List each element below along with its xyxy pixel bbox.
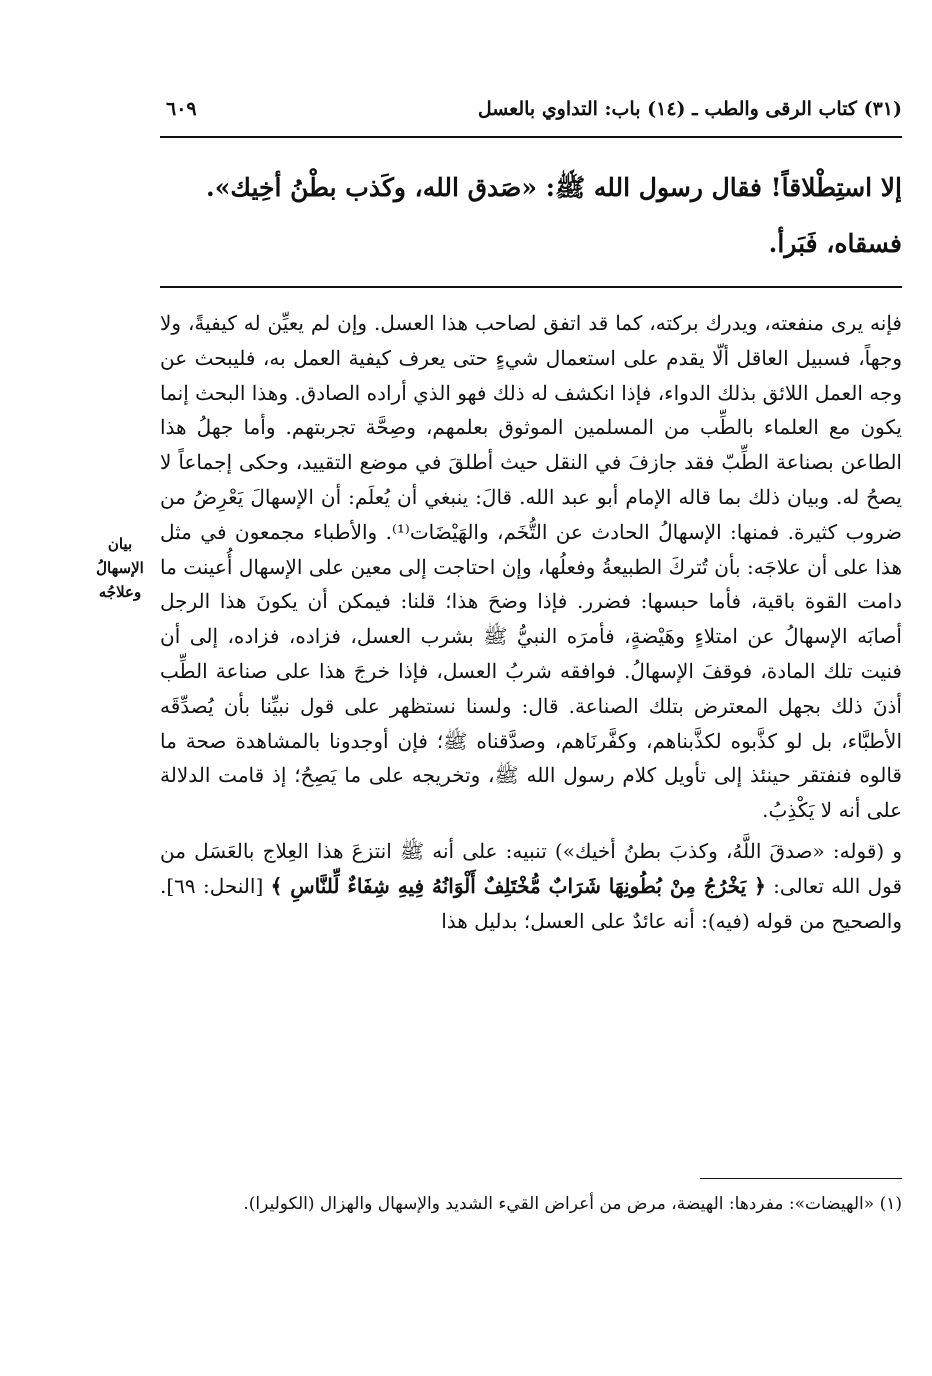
hadith-text xyxy=(160,160,902,272)
chapter-title: (٣١) كتاب الرقى والطب ـ (١٤) باب: التداوي بالعسل xyxy=(477,98,902,120)
margin-note xyxy=(84,532,156,604)
footnote xyxy=(160,1188,902,1220)
running-header xyxy=(160,96,902,138)
footnote-text: (١) «الهيضات»: مفردها: الهيضة، مرض من أعراض القيء الشديد والإسهال والهزال (الكوليرا). xyxy=(243,1194,902,1214)
commentary-paragraph-2 xyxy=(160,834,902,938)
section-divider xyxy=(160,286,902,288)
commentary-text xyxy=(160,306,902,938)
commentary-paragraph-1: فإنه يرى منفعته، ويدرك بركته، كما قد اتفق لصاحب هذا العسل. وإن لم يعيِّن له كيفيةً، ولا وجهاً، فسبيل العاقل ألّا يقدم على استعمال شيءٍ حتى يعرف كيفية العمل به، فليبحث عن وجه العمل اللائق بذلك الدواء، فإذا انكشف له ذلك فهو الذي أراده الصادق. وهذا البحث إنما يكون مع العلماء بالطِّب من المسلمين الموثوق بعلمهم، وصِحَّة تجربتهم. وأما جهلُ هذا الطاعن بصناعة الطِّبّ فقد جازفَ في النقل حيث أطلقَ في موضع التقييد، وحكى إجماعاً لا يصحُ له. وبيان ذلك بما قاله الإمام أبو عبد الله. قالَ: ينبغي أن يُعلَم: أن الإسهالَ يَعْرِضُ من ضروب كثيرة. فمنها: الإسهالُ الحادث عن التُّخَم، والهَيْضَات⁽¹⁾. والأطباء مجمعون في مثل هذا على أن علاجَه: بأن تُتركَ الطبيعةُ وفعلُها، وإن احتاجت إلى معين على الإسهال أُعينت ما دامت القوة باقية، فأما حبسها: فضرر. فإذا وضحَ هذا؛ قلنا: فيمكن أن يكونَ هذا الرجل أصابَه الإسهالُ عن امتلاءٍ وهَيْضةٍ، فأمرَه النبيُّ ﷺ بشرب العسل، فزاده، فزاده، إلى أن فنيت تلك المادة، فوقفَ الإسهالُ. فوافقه شربُ العسل، فإذا خرجَ هذا على صناعة الطِّب أذنَ ذلك بجهل المعترض بتلك الصناعة. قال: ولسنا نستظهر على قول نبيِّنا بأن يُصدِّقَه الأطبَّاء، بل لو كذَّبوه لكذَّبناهم، وكفَّرنَاهم، وصدَّقناه ﷺ؛ فإن أوجدونا بالمشاهدة صحة ما قالوه فنفتقر حينئذ إلى تأويل كلام رسول الله ﷺ، وتخريجه على ما يَصِحُ؛ إذ قامت الدلالة على أنه لا يَكْذِبُ. xyxy=(160,311,903,823)
footnote-rule xyxy=(700,1178,902,1179)
hadith-line-2: فسقاه، فَبَرأ. xyxy=(768,229,902,258)
margin-note-line-2: وعلاجُه xyxy=(98,583,142,601)
paragraph-2-closing: [النحل: ٦٩]. والصحيح من قوله (فيه): أنه عائدٌ على العسل؛ بدليل هذا xyxy=(160,873,902,933)
hadith-line-1: إلا استِطْلاقاً! فقال رسول الله ﷺ: «صَدق الله، وكَذب بطْنُ أخِيك». xyxy=(206,173,902,202)
paragraph-2-opening: و (قوله: «صدقَ اللَّهُ، وكذبَ بطنُ أخيك») تنبيه: على أنه ﷺ انتزعَ هذا العِلاج بالعَسَل من قول الله تعالى: xyxy=(160,838,903,898)
quran-verse: ﴿ يَخْرُجُ مِنْ بُطُونِهَا شَرَابٌ مُّخْتَلِفٌ أَلْوَانُهُ فِيهِ شِفَاءٌ لِّلنَّاسِ ﴾ xyxy=(270,873,766,898)
page-number: ٦٠٩ xyxy=(166,98,197,120)
margin-note-line-1: بيان الإسهالُ xyxy=(96,535,144,577)
